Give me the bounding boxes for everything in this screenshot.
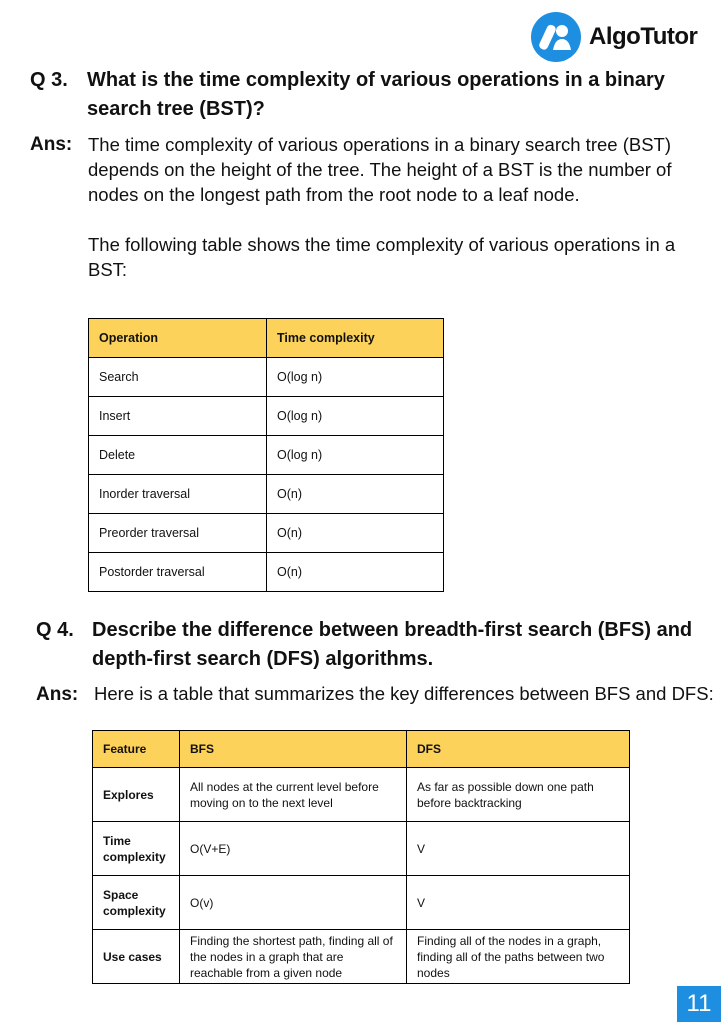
table-header-row <box>93 731 630 768</box>
table-cell: O(n) <box>267 475 444 514</box>
table-row <box>89 358 444 397</box>
table-header-cell: Operation <box>89 319 267 358</box>
answer-3-paragraph-1: The time complexity of various operations in a binary search tree (BST) depends on the height of the tree. The height of a BST is the number of nodes on the longest path from the root node to a leaf node. <box>88 134 672 205</box>
table-cell: Finding the shortest path, finding all of the nodes in a graph that are reachable from a given node <box>180 930 407 984</box>
question-4-text: Describe the difference between breadth-first search (BFS) and depth-first search (DFS) algorithms. <box>92 619 693 670</box>
table-cell: Explores <box>93 768 180 822</box>
table-cell: O(V+E) <box>180 822 407 876</box>
table-cell: V <box>407 876 630 930</box>
answer-3-label: Ans: <box>30 134 73 155</box>
table-cell: O(n) <box>267 553 444 592</box>
table-header-cell: Time complexity <box>267 319 444 358</box>
answer-3-paragraph-2: The following table shows the time complexity of various operations in a BST: <box>88 234 676 280</box>
table-cell: O(v) <box>180 876 407 930</box>
question-3-label: Q 3. <box>30 69 68 91</box>
table-cell: O(log n) <box>267 436 444 475</box>
table-row <box>89 436 444 475</box>
table-cell: V <box>407 822 630 876</box>
table-cell: Space complexity <box>93 876 180 930</box>
algotutor-logo-icon <box>531 12 581 62</box>
table-row <box>89 553 444 592</box>
brand-logo <box>531 12 697 62</box>
table-cell: Search <box>89 358 267 397</box>
table-cell: Insert <box>89 397 267 436</box>
table-cell: Postorder traversal <box>89 553 267 592</box>
question-4-label: Q 4. <box>36 619 74 641</box>
table-cell: As far as possible down one path before backtracking <box>407 768 630 822</box>
table-cell: Delete <box>89 436 267 475</box>
answer-4-label: Ans: <box>36 684 79 705</box>
table-header-cell: DFS <box>407 731 630 768</box>
table-row <box>93 876 630 930</box>
answer-3-body <box>88 132 708 282</box>
table-cell: All nodes at the current level before moving on to the next level <box>180 768 407 822</box>
table-cell: O(n) <box>267 514 444 553</box>
question-3-text: What is the time complexity of various operations in a binary search tree (BST)? <box>87 69 665 120</box>
table-cell: Inorder traversal <box>89 475 267 514</box>
bfs-dfs-comparison-table <box>92 730 630 984</box>
answer-4-body: Here is a table that summarizes the key differences between BFS and DFS: <box>94 683 714 704</box>
table-row <box>93 768 630 822</box>
table-cell: O(log n) <box>267 397 444 436</box>
table-row <box>89 397 444 436</box>
table-cell: Use cases <box>93 930 180 984</box>
table-row <box>89 514 444 553</box>
table-cell: Finding all of the nodes in a graph, finding all of the paths between two nodes <box>407 930 630 984</box>
table-header-cell: BFS <box>180 731 407 768</box>
table-cell: Time complexity <box>93 822 180 876</box>
table-header-row <box>89 319 444 358</box>
table-row <box>93 930 630 984</box>
page-number: 11 <box>677 986 721 1022</box>
table-header-cell: Feature <box>93 731 180 768</box>
table-cell: Preorder traversal <box>89 514 267 553</box>
table-cell: O(log n) <box>267 358 444 397</box>
brand-name: AlgoTutor <box>589 23 698 50</box>
bst-complexity-table <box>88 318 444 592</box>
table-row <box>89 475 444 514</box>
table-row <box>93 822 630 876</box>
